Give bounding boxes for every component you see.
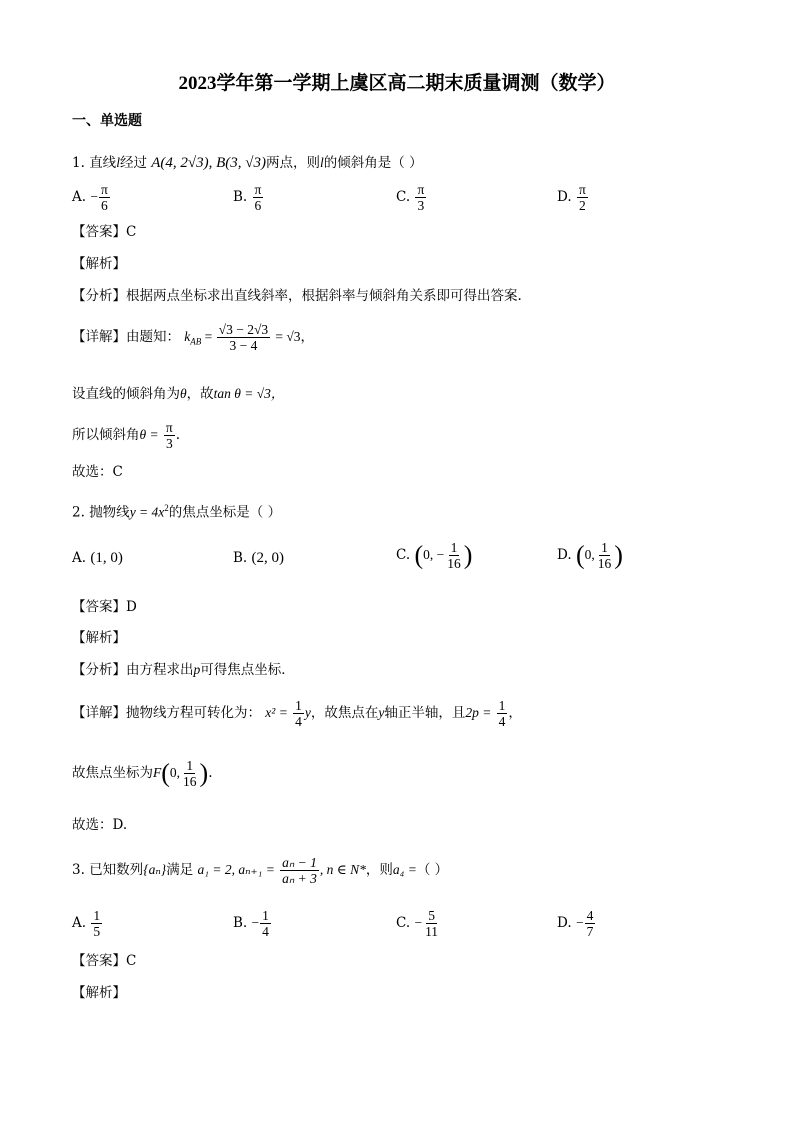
q3-stem: 3. 已知数列{aₙ}满足 a₁ = 2, aₙ₊₁ = $\frac{\text{aₙ − 1}}{\text{aₙ + 3}}$ , n ∈ N*，则a₄ =（ ） xyxy=(72,855,449,886)
section-heading: 一、单选题 xyxy=(72,113,142,129)
q2-option-d[interactable]: D. (0, $\frac{1}{16}$ ) xyxy=(557,540,623,571)
q1-stem: 1. 直线l经过 A(4, 2√3), B(3, √3)两点，则l的倾斜角是（ ） xyxy=(72,155,423,171)
q3-jiexi: 【解析】 xyxy=(72,985,126,1001)
q2-detail-line2: 故焦点坐标为F(0, $\frac{1}{16}$ ). xyxy=(72,758,213,789)
q3-option-b[interactable]: B. − $\frac{1}{4}$ xyxy=(233,908,269,939)
q2-option-b[interactable]: B. (2, 0) xyxy=(233,550,285,566)
q2-option-c[interactable]: C. (0, − $\frac{1}{16}$ ) xyxy=(396,540,473,571)
q2-stem: 2. 抛物线$y = 4x^2$的焦点坐标是（ ） xyxy=(72,503,282,521)
q1-points: A(4, 2√3), B(3, √3) xyxy=(151,155,267,171)
q1-analysis: 【分析】根据两点坐标求出直线斜率，根据斜率与倾斜角关系即可得出答案. xyxy=(72,288,522,304)
q1-detail: 【详解】由题知： $k_{AB}$ = $\frac{√3 - 2√3}{3 - 4}$ = √3， xyxy=(72,322,315,353)
q3-answer: 【答案】C xyxy=(72,953,137,969)
q2-choose: 故选：D. xyxy=(72,817,128,833)
q1-jiexi: 【解析】 xyxy=(72,256,126,272)
q3-option-c[interactable]: C. − $\frac{5}{11}$ xyxy=(396,908,439,939)
q1-option-c[interactable]: C. $\frac{\pi}{3}$ xyxy=(396,182,425,213)
q1-option-a[interactable]: A. − $\frac{\pi}{6}$ xyxy=(72,182,108,213)
q3-option-a[interactable]: A. $\frac{1}{5}$ xyxy=(72,908,101,939)
q1-detail-line3: 所以倾斜角θ = $\frac{\pi}{3}$ . xyxy=(72,420,181,451)
q2-jiexi: 【解析】 xyxy=(72,630,126,646)
q1-option-d[interactable]: D. $\frac{\pi}{2}$ xyxy=(557,182,586,213)
page-title: 2023学年第一学期上虞区高二期末质量调测（数学） xyxy=(178,73,616,94)
q2-detail: 【详解】抛物线方程可转化为： x² = $\frac{1}{4}$ y，故焦点在y轴正半轴，且2p = $\frac{1}{4}$ ， xyxy=(72,698,522,729)
q2-answer: 【答案】D xyxy=(72,599,137,615)
q1-detail-line2: 设直线的倾斜角为θ，故tan θ = √3， xyxy=(72,386,285,402)
q1-number: 1. xyxy=(72,155,85,171)
q1-answer: 【答案】C xyxy=(72,224,137,240)
q1-choose: 故选：C xyxy=(72,464,123,480)
q2-analysis: 【分析】由方程求出p可得焦点坐标． xyxy=(72,662,295,678)
q3-option-d[interactable]: D. − $\frac{4}{7}$ xyxy=(557,908,594,939)
q1-option-b[interactable]: B. $\frac{\pi}{6}$ xyxy=(233,182,262,213)
q2-option-a[interactable]: A. (1, 0) xyxy=(72,550,123,566)
